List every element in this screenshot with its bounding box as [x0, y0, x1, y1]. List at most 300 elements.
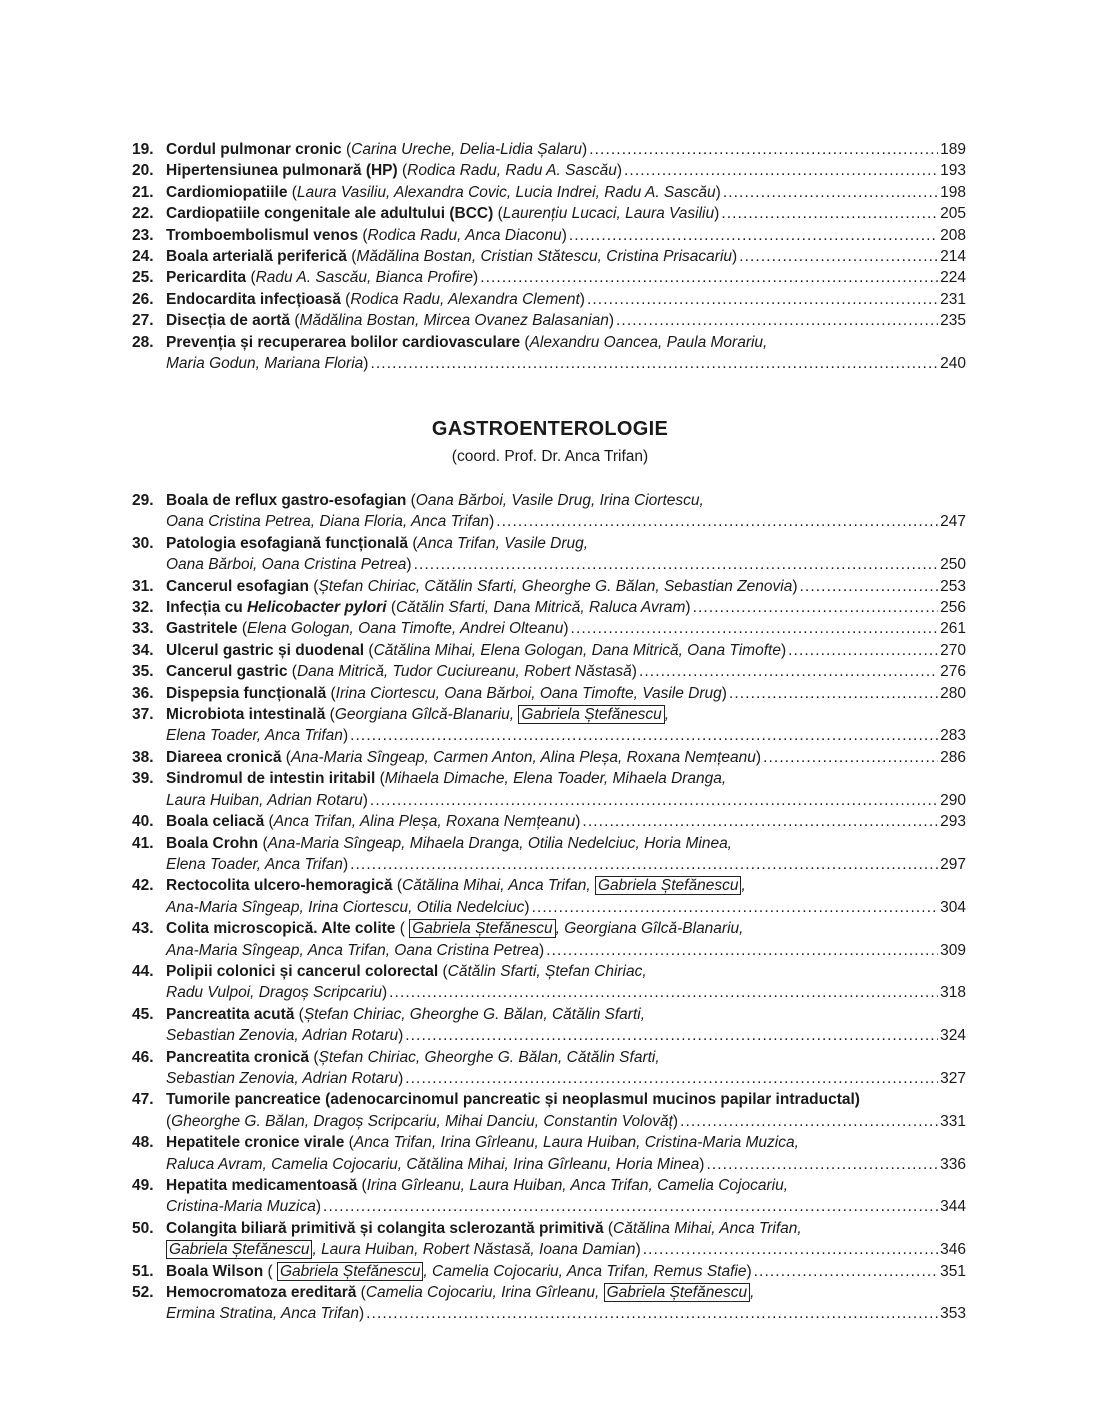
- dot-leader: [693, 597, 939, 618]
- author-list: Laura Huiban, Adrian Rotaru: [166, 791, 363, 809]
- dot-leader: [587, 289, 938, 310]
- toc-entry: [132, 533, 966, 576]
- entry-text: [166, 811, 580, 832]
- punctuation: ): [699, 1155, 705, 1173]
- toc-entry: [132, 875, 966, 918]
- page-number: 240: [940, 355, 966, 373]
- entry-line: [166, 1303, 966, 1324]
- punctuation: (: [263, 1262, 277, 1280]
- entry-number: 23.: [132, 226, 154, 244]
- entry-line: [166, 661, 966, 682]
- entry-line: [166, 875, 966, 896]
- toc-entry: [132, 182, 966, 203]
- entry-number: 38.: [132, 748, 154, 766]
- punctuation: (: [358, 226, 368, 244]
- author-list: Gheorghe G. Bălan, Dragoș Scripcariu, Mihai Danciu, Constantin Volovăț: [171, 1112, 673, 1130]
- author-list: Ana-Maria Sîngeap, Mihaela Dranga, Otilia Nedelciuc, Horia Minea,: [267, 834, 732, 852]
- entry-number: 21.: [132, 183, 154, 201]
- punctuation: (: [258, 834, 268, 852]
- entry-body: [166, 811, 966, 832]
- entry-text: [166, 918, 743, 939]
- section-heading: GASTROENTEROLOGIE: [431, 418, 669, 440]
- entry-text: [166, 1218, 802, 1239]
- punctuation: ): [714, 205, 720, 223]
- author-list: Cristina-Maria Muzica: [166, 1198, 316, 1216]
- entry-line: [166, 725, 966, 746]
- entry-number: 35.: [132, 663, 154, 681]
- entry-number: 29.: [132, 492, 154, 509]
- punctuation: (: [397, 162, 408, 180]
- entry-text: [166, 289, 585, 310]
- entry-body: [166, 203, 966, 224]
- entry-number: 47.: [132, 1091, 154, 1109]
- entry-line: [166, 490, 966, 511]
- entry-body: [166, 683, 966, 704]
- entry-text: [166, 747, 761, 768]
- author-list: Ștefan Chiriac, Gheorghe G. Bălan, Cătălin Sfarti,: [303, 1005, 646, 1023]
- entry-body: [166, 1047, 966, 1090]
- toc-entry: [132, 811, 966, 832]
- entry-line: [166, 1025, 966, 1046]
- entry-line: [166, 1196, 966, 1217]
- author-list: Maria Godun, Mariana Floria: [166, 355, 364, 373]
- punctuation: (: [281, 748, 291, 766]
- punctuation: (: [341, 141, 352, 158]
- entry-body: [166, 533, 966, 576]
- entry-text: [166, 160, 622, 181]
- entry-body: [166, 618, 966, 639]
- author-list: Rodica Radu, Anca Diaconu: [367, 226, 562, 244]
- page-number: 189: [940, 141, 966, 158]
- toc-entry: [132, 661, 966, 682]
- entry-text: [166, 576, 798, 597]
- punctuation: ): [635, 1241, 641, 1259]
- dot-leader: [405, 1025, 938, 1046]
- chapter-title: Tumorile pancreatice (adenocarcinomul pancreatic și neoplasmul mucinos papilar intraductal): [166, 1091, 860, 1109]
- entry-line: [166, 811, 966, 832]
- chapter-title: Ulcerul gastric și duodenal: [166, 641, 365, 659]
- page-number: 193: [940, 162, 966, 180]
- entry-number: 33.: [132, 620, 154, 638]
- dot-leader: [350, 854, 938, 875]
- punctuation: ): [561, 226, 567, 244]
- entry-body: [166, 1261, 966, 1282]
- toc-entry: [132, 1132, 966, 1175]
- page-number: 208: [940, 226, 966, 244]
- page-number: 231: [940, 290, 966, 308]
- entry-line: [166, 597, 966, 618]
- punctuation: (: [294, 1005, 304, 1023]
- author-list: Radu Vulpoi, Dragoș Scripcariu: [166, 984, 382, 1002]
- entry-text: [166, 1004, 645, 1025]
- entry-body: [166, 704, 966, 747]
- chapter-title: Hepatita medicamentoasă: [166, 1177, 358, 1194]
- entry-line: [166, 139, 966, 160]
- author-list: Ana-Maria Sîngeap, Anca Trifan, Oana Cristina Petrea: [166, 941, 540, 959]
- entry-body: [166, 747, 966, 768]
- entry-line: [166, 982, 966, 1003]
- toc-entry: [132, 160, 966, 181]
- entry-number: 25.: [132, 269, 154, 287]
- entry-text: [166, 725, 348, 746]
- punctuation: (: [392, 877, 403, 895]
- dot-leader: [754, 1261, 938, 1282]
- punctuation: (: [386, 599, 396, 617]
- toc-entry: [132, 918, 966, 961]
- punctuation: (: [344, 1134, 354, 1152]
- chapter-title: Polipii colonici și cancerul colorectal: [166, 962, 439, 980]
- entry-text: [166, 1196, 321, 1217]
- entry-line: [166, 1111, 966, 1132]
- page-number: 324: [940, 1027, 966, 1045]
- toc-entry: [132, 704, 966, 747]
- punctuation: (: [326, 684, 336, 702]
- author-list: Ștefan Chiriac, Cătălin Sfarti, Gheorghe G. Bălan, Sebastian Zenovia: [318, 577, 793, 595]
- entry-line: [166, 790, 966, 811]
- punctuation: (: [246, 269, 256, 287]
- entry-text: [166, 618, 569, 639]
- author-list: Sebastian Zenovia, Adrian Rotaru: [166, 1027, 399, 1045]
- dot-leader: [729, 683, 938, 704]
- entry-body: [166, 961, 966, 1004]
- punctuation: (: [237, 620, 247, 638]
- dot-leader: [389, 982, 938, 1003]
- chapter-title: Colita microscopică. Alte colite: [166, 920, 396, 938]
- entry-body: [166, 246, 966, 267]
- toc-entry: [132, 1004, 966, 1047]
- entry-line: [166, 182, 966, 203]
- punctuation: ): [631, 663, 637, 681]
- chapter-title: Pancreatita acută: [166, 1005, 295, 1023]
- dot-leader: [370, 790, 938, 811]
- entry-line: [166, 246, 966, 267]
- entry-number: 28.: [132, 333, 154, 351]
- punctuation: ): [582, 141, 588, 158]
- entry-text: [166, 640, 786, 661]
- punctuation: (: [287, 183, 297, 201]
- entry-line: [166, 267, 966, 288]
- chapter-title: Rectocolita ulcero-hemoragică: [166, 877, 393, 895]
- punctuation: ): [746, 1262, 752, 1280]
- page-number: 327: [940, 1069, 966, 1087]
- entry-text: [166, 1047, 660, 1068]
- toc-entry: [132, 683, 966, 704]
- entry-text: [166, 683, 727, 704]
- punctuation: ): [721, 684, 727, 702]
- chapter-title: Pancreatita cronică: [166, 1048, 310, 1066]
- entry-text: [166, 246, 737, 267]
- punctuation: (: [364, 641, 374, 659]
- entry-line: [166, 854, 966, 875]
- toc-entry: [132, 1047, 966, 1090]
- page-number: 214: [940, 248, 966, 266]
- entry-line: [166, 1004, 966, 1025]
- dot-leader: [706, 1154, 938, 1175]
- author-list: Georgiana Gîlcă-Blanariu,: [334, 706, 519, 724]
- entry-number: 32.: [132, 599, 154, 617]
- page-number: 351: [940, 1262, 966, 1280]
- author-list: Raluca Avram, Camelia Cojocariu, Cătălina Mihai, Irina Gîrleanu, Horia Minea: [166, 1155, 700, 1173]
- punctuation: ): [489, 513, 495, 531]
- entry-body: [166, 1132, 966, 1175]
- chapter-title: Helicobacter pylori: [246, 599, 387, 617]
- punctuation: ): [780, 641, 787, 659]
- punctuation: (: [290, 312, 300, 330]
- page-number: 205: [940, 205, 966, 223]
- author-list: Alexandru Oancea, Paula Morariu,: [529, 333, 768, 351]
- entry-body: [166, 918, 966, 961]
- entry-number: 48.: [132, 1134, 154, 1152]
- chapter-title: Boala Wilson: [166, 1262, 264, 1280]
- entry-line: [166, 332, 966, 353]
- author-list: Oana Cristina Petrea, Diana Floria, Anca Trifan: [166, 513, 490, 531]
- dot-leader: [414, 554, 939, 575]
- punctuation: ): [406, 556, 412, 574]
- entry-text: [166, 1025, 403, 1046]
- entry-line: [166, 1239, 966, 1260]
- author-list: Cătălina Mihai, Anca Trifan,: [613, 1219, 802, 1237]
- punctuation: (: [166, 1112, 172, 1130]
- entry-number: 49.: [132, 1177, 154, 1194]
- dot-leader: [405, 1068, 938, 1089]
- author-list: Rodica Radu, Alexandra Clement: [350, 290, 580, 308]
- punctuation: (: [357, 1177, 367, 1194]
- dot-leader: [721, 203, 938, 224]
- entry-text: [166, 554, 412, 575]
- entry-text: [166, 490, 704, 511]
- toc-entry: [132, 289, 966, 310]
- punctuation: ): [575, 813, 581, 831]
- page-number: 331: [940, 1112, 966, 1130]
- punctuation: ): [342, 855, 349, 873]
- page-number: 309: [940, 941, 966, 959]
- punctuation: ): [792, 577, 798, 595]
- entry-line: [166, 918, 966, 939]
- punctuation: (: [340, 290, 351, 308]
- author-list: Laurențiu Lucaci, Laura Vasiliu: [502, 205, 715, 223]
- toc-entry: [132, 267, 966, 288]
- entry-number: 30.: [132, 534, 154, 552]
- entry-line: [166, 511, 966, 532]
- chapter-title: Infecția cu: [166, 599, 247, 617]
- entry-line: [166, 1175, 966, 1196]
- page-number: 253: [940, 577, 966, 595]
- chapter-title: Pericardita: [166, 269, 247, 287]
- toc-entry: [132, 225, 966, 246]
- entry-line: [166, 768, 966, 789]
- punctuation: (: [264, 813, 274, 831]
- chapter-title: Sindromul de intestin iritabil: [166, 770, 376, 788]
- entry-number: 42.: [132, 877, 154, 895]
- entry-body: [166, 1282, 966, 1325]
- entry-text: [166, 353, 368, 374]
- punctuation: (: [356, 1284, 366, 1302]
- punctuation: (: [287, 663, 297, 681]
- entry-text: [166, 310, 614, 331]
- entry-number: 46.: [132, 1048, 154, 1066]
- entry-text: [166, 1175, 788, 1196]
- chapter-title: Disecția de aortă: [166, 312, 291, 330]
- dot-leader: [370, 353, 938, 374]
- dot-leader: [680, 1111, 938, 1132]
- author-list: Dana Mitrică, Tudor Cuciureanu, Robert Năstasă: [296, 663, 632, 681]
- highlighted-author: Gabriela Ștefănescu: [595, 876, 741, 895]
- page-number: 318: [940, 984, 966, 1002]
- entry-number: 40.: [132, 813, 154, 831]
- page-number: 290: [940, 791, 966, 809]
- toc-entry: [132, 332, 966, 375]
- chapter-title: Boala Crohn: [166, 834, 259, 852]
- punctuation: (: [438, 962, 448, 980]
- entry-body: [166, 1004, 966, 1047]
- page-number: 235: [940, 312, 966, 330]
- author-list: Radu A. Sascău, Bianca Profire: [255, 269, 474, 287]
- entry-body: [166, 225, 966, 246]
- punctuation: ): [342, 727, 349, 745]
- author-list: Mădălina Bostan, Cristian Stătescu, Cristina Prisacariu: [356, 248, 733, 266]
- entry-number: 20.: [132, 162, 154, 180]
- punctuation: ): [579, 290, 585, 308]
- toc-entry: [132, 1175, 966, 1218]
- entry-line: [166, 897, 966, 918]
- entry-number: 34.: [132, 641, 154, 659]
- entry-text: [166, 1282, 754, 1303]
- page-number: 293: [940, 813, 966, 831]
- entry-body: [166, 160, 966, 181]
- entry-line: [166, 1282, 966, 1303]
- page-number: 286: [940, 748, 966, 766]
- author-list: Ana-Maria Sîngeap, Carmen Anton, Alina Pleșa, Roxana Nemțeanu: [290, 748, 756, 766]
- chapter-title: Dispepsia funcțională: [166, 684, 327, 702]
- punctuation: (: [375, 770, 385, 788]
- chapter-title: Cancerul esofagian: [166, 577, 309, 595]
- chapter-title: Prevenția și recuperarea bolilor cardiovasculare: [166, 333, 521, 351]
- punctuation: (: [309, 1048, 319, 1066]
- author-list: Cătălina Mihai, Elena Gologan, Dana Mitrică, Oana Timofte: [373, 641, 781, 659]
- toc-entry: [132, 768, 966, 811]
- entry-number: 51.: [132, 1262, 154, 1280]
- author-list: Ștefan Chiriac, Gheorghe G. Bălan, Cătălin Sfarti,: [318, 1048, 660, 1066]
- entry-number: 24.: [132, 248, 154, 266]
- author-list: , Laura Huiban, Robert Năstasă, Ioana Damian: [312, 1241, 636, 1259]
- author-list: , Camelia Cojocariu, Anca Trifan, Remus Stafie: [423, 1262, 747, 1280]
- dot-leader: [323, 1196, 938, 1217]
- punctuation: (: [395, 920, 410, 938]
- chapter-title: Hipertensiunea pulmonară (HP): [166, 162, 398, 180]
- punctuation: (: [309, 577, 319, 595]
- punctuation: (: [406, 492, 416, 509]
- entry-body: [166, 640, 966, 661]
- entry-body: [166, 1089, 966, 1132]
- entry-line: [166, 1047, 966, 1068]
- entry-line: [166, 533, 966, 554]
- page-number: 297: [940, 855, 966, 873]
- entry-text: [166, 225, 567, 246]
- punctuation: ): [473, 269, 479, 287]
- punctuation: (: [520, 333, 530, 351]
- chapter-title: Hemocromatoza ereditară: [166, 1284, 357, 1302]
- toc-gastroenterology: [132, 490, 966, 1325]
- dot-leader: [763, 747, 938, 768]
- dot-leader: [643, 1239, 938, 1260]
- entry-number: 45.: [132, 1005, 154, 1023]
- punctuation: ): [715, 183, 721, 201]
- entry-number: 27.: [132, 312, 154, 330]
- entry-text: [166, 1154, 704, 1175]
- entry-text: [166, 1089, 860, 1110]
- entry-line: [166, 1132, 966, 1153]
- entry-text: [166, 790, 368, 811]
- punctuation: (: [346, 248, 357, 266]
- author-list: ,: [750, 1284, 755, 1302]
- section-coordinator: (coord. Prof. Dr. Anca Trifan): [451, 448, 649, 465]
- chapter-title: Boala de reflux gastro-esofagian: [166, 492, 407, 509]
- toc-entry: [132, 747, 966, 768]
- author-list: Elena Toader, Anca Trifan: [166, 855, 343, 873]
- punctuation: ): [755, 748, 762, 766]
- page-number: 256: [940, 599, 966, 617]
- chapter-title: Cordul pulmonar cronic: [166, 141, 342, 158]
- entry-line: [166, 1154, 966, 1175]
- toc-entry: [132, 1089, 966, 1132]
- entry-text: [166, 1132, 799, 1153]
- page-number: 224: [940, 269, 966, 287]
- page-number: 344: [940, 1198, 966, 1216]
- author-list: Anca Trifan, Vasile Drug,: [417, 534, 589, 552]
- entry-text: [166, 875, 746, 896]
- entry-text: [166, 1239, 641, 1260]
- toc-cardiology-continued: [132, 139, 966, 374]
- entry-body: [166, 1175, 966, 1218]
- entry-line: [166, 1089, 966, 1110]
- toc-entry: [132, 576, 966, 597]
- page-number: 346: [940, 1241, 966, 1259]
- entry-body: [166, 875, 966, 918]
- author-list: ,: [741, 877, 746, 895]
- entry-body: [166, 490, 966, 533]
- page-number: 280: [940, 684, 966, 702]
- dot-leader: [639, 661, 938, 682]
- punctuation: ): [685, 599, 691, 617]
- entry-body: [166, 289, 966, 310]
- dot-leader: [788, 640, 938, 661]
- author-list: Irina Gîrleanu, Laura Huiban, Anca Trifan, Camelia Cojocariu,: [366, 1177, 789, 1194]
- punctuation: ): [524, 898, 530, 916]
- dot-leader: [480, 267, 938, 288]
- author-list: Cătălina Mihai, Anca Trifan,: [402, 877, 595, 895]
- entry-body: [166, 310, 966, 331]
- entry-text: [166, 897, 530, 918]
- toc-entry: [132, 310, 966, 331]
- dot-leader: [589, 139, 938, 160]
- highlighted-author: Gabriela Ștefănescu: [166, 1240, 312, 1259]
- chapter-title: Cancerul gastric: [166, 663, 288, 681]
- entry-number: 50.: [132, 1219, 154, 1237]
- dot-leader: [366, 1303, 938, 1324]
- chapter-title: Boala celiacă: [166, 813, 265, 831]
- punctuation: ): [672, 1112, 679, 1130]
- entry-text: [166, 940, 544, 961]
- page-number: 250: [940, 556, 966, 574]
- entry-line: [166, 576, 966, 597]
- chapter-title: Tromboembolismul venos: [166, 226, 359, 244]
- entry-text: [166, 332, 767, 353]
- author-list: Oana Bărboi, Oana Cristina Petrea: [166, 556, 407, 574]
- entry-text: [166, 203, 719, 224]
- page-number: 283: [940, 727, 966, 745]
- dot-leader: [582, 811, 938, 832]
- author-list: Cătălin Sfarti, Ștefan Chiriac,: [447, 962, 647, 980]
